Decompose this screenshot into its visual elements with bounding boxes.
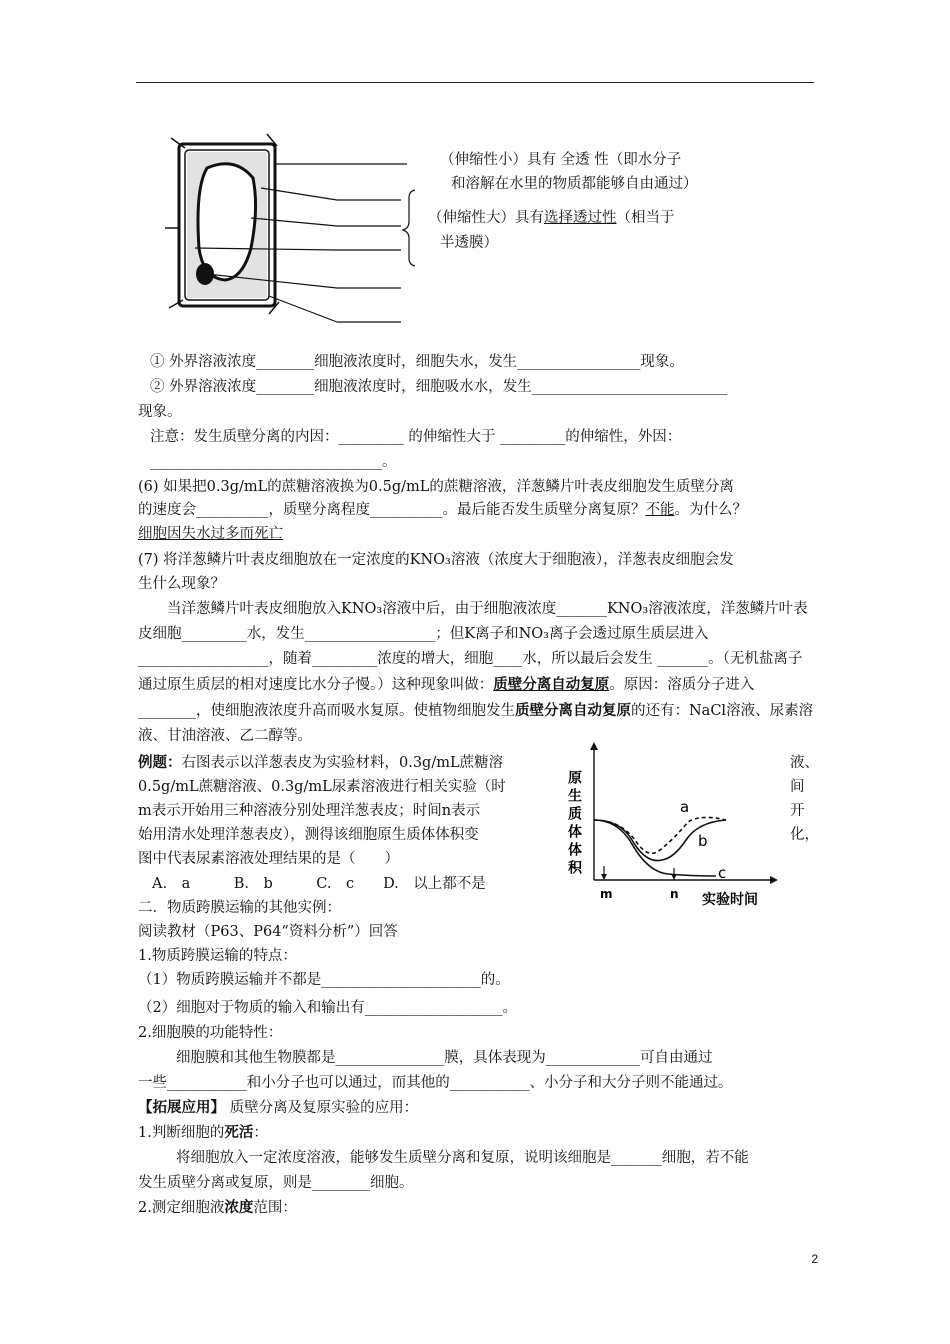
header-rule — [136, 82, 814, 83]
note: 注意：发生质壁分离的内因：_________ 的伸缩性大于 _________的伸缩性，外因： — [150, 429, 682, 445]
q6-answer: 细胞因失水过多而死亡 — [138, 526, 283, 542]
example-right-1: 液、 — [790, 755, 819, 771]
section2-h2: 2.细胞膜的功能特性： — [138, 1025, 283, 1041]
item-2: ② 外界溶液浓度________细胞液浓度时，细胞吸水水，发生___________________________ — [150, 379, 728, 395]
example-line-3: m表示开始用三种溶液分别处理洋葱表皮；时间n表示 — [138, 803, 481, 819]
diagram-label-4: 半透膜） — [440, 235, 498, 251]
vacuole — [198, 164, 256, 280]
y-axis-label: 原生质体体积 — [566, 770, 582, 878]
item-2-cont: 现象。 — [138, 404, 182, 420]
extension-p2: 发生质壁分离或复原，则是________细胞。 — [138, 1175, 414, 1191]
example-line-2: 0.5g/mL蔗糖溶液、0.3g/mL尿素溶液进行相关实验（时 — [138, 779, 506, 795]
section2-p1: （1）物质跨膜运输并不都是______________________的。 — [138, 972, 510, 988]
series-label-c: c — [718, 864, 727, 882]
x-mark-n: n — [670, 887, 679, 901]
page-number: 2 — [811, 1252, 818, 1266]
x-mark-m: m — [600, 887, 613, 901]
extension-heading: 【拓展应用】 质壁分离及复原实验的应用： — [138, 1099, 419, 1116]
note-cont: ________________________________。 — [150, 454, 397, 470]
x-axis-label: 实验时间 — [702, 892, 758, 908]
diagram-label-3: （伸缩性大）具有选择透过性（相当于 — [428, 210, 675, 226]
q7-paragraph: 当洋葱鳞片叶表皮细胞放入KNO₃溶液中后，由于细胞液浓度_______KNO₃溶液浓度，洋葱鳞片叶表皮细胞_________水，发生__________________；但K离子和NO₃离子会透过原生质层进入__________________，随着_________浓度的增大，细胞____水，所以最后会发生 _______。（无机盐离子通过原生质层的相对速度比水分子慢。）这种现象叫做：质壁分离自动复原。原因：溶质分子进入________，使细胞液浓度升高而吸水复原。使植物细胞发生质壁分离自动复原的还有：NaCl溶液、尿素溶液、甘油溶液、乙二醇等。 — [138, 601, 814, 744]
series-label-a: a — [680, 798, 690, 816]
extension-h1: 1.判断细胞的死活： — [138, 1124, 268, 1141]
example-right-2: 间 — [790, 779, 805, 795]
example-line-1: 例题：右图表示以洋葱表皮为实验材料，0.3g/mL蔗糖溶 — [138, 754, 504, 771]
section2-p2: （2）细胞对于物质的输入和输出有___________________。 — [138, 1000, 517, 1016]
plant-cell-diagram — [165, 128, 415, 328]
extension-h2: 2.测定细胞液浓度范围： — [138, 1199, 297, 1216]
example-options: A. a B. b C. c D. 以上都不是 — [152, 876, 486, 892]
volume-chart — [560, 740, 780, 912]
q6-line-2: 的速度会__________，质壁分离程度__________。最后能否发生质壁分离复原？不能。为什么？ — [138, 502, 747, 518]
example-line-5: 图中代表尿素溶液处理结果的是（ ） — [138, 851, 399, 867]
section2-p4: 一些___________和小分子也可以通过，而其他的___________、小分子和大分子则不能通过。 — [138, 1075, 733, 1091]
diagram-label-1: （伸缩性小）具有 全透 性（即水分子 — [440, 152, 682, 168]
example-line-4: 始用清水处理洋葱表皮），测得该细胞原生质体体积变 — [138, 827, 479, 843]
section2-read: 阅读教材（P63、P64“资料分析”）回答 — [138, 924, 398, 940]
section2-h1: 1.物质跨膜运输的特点： — [138, 948, 297, 964]
item-1: ① 外界溶液浓度________细胞液浓度时，细胞失水，发生_________________现象。 — [150, 354, 684, 370]
q6-line-1: (6) 如果把0.3g/mL的蔗糖溶液换为0.5g/mL的蔗糖溶液，洋葱鳞片叶表皮细胞发生质壁分离 — [138, 479, 734, 495]
example-right-4: 化， — [790, 827, 819, 843]
series-label-b: b — [698, 832, 708, 850]
brace — [403, 190, 415, 266]
diagram-label-2: 和溶解在水里的物质都能够自由通过） — [451, 176, 698, 192]
q7-line-2: 生什么现象？ — [138, 576, 225, 592]
example-right-3: 开 — [790, 803, 805, 819]
extension-p1: 将细胞放入一定浓度溶液，能够发生质壁分离和复原，说明该细胞是_______细胞，若不能 — [176, 1150, 749, 1166]
q7-line-1: (7) 将洋葱鳞片叶表皮细胞放在一定浓度的KNO₃溶液（浓度大于细胞液），洋葱表皮细胞会发 — [138, 552, 734, 568]
section2-p3: 细胞膜和其他生物膜都是_______________膜，具体表现为_____________可自由通过 — [176, 1050, 713, 1066]
section2-heading: 二．物质跨膜运输的其他实例： — [138, 900, 341, 916]
